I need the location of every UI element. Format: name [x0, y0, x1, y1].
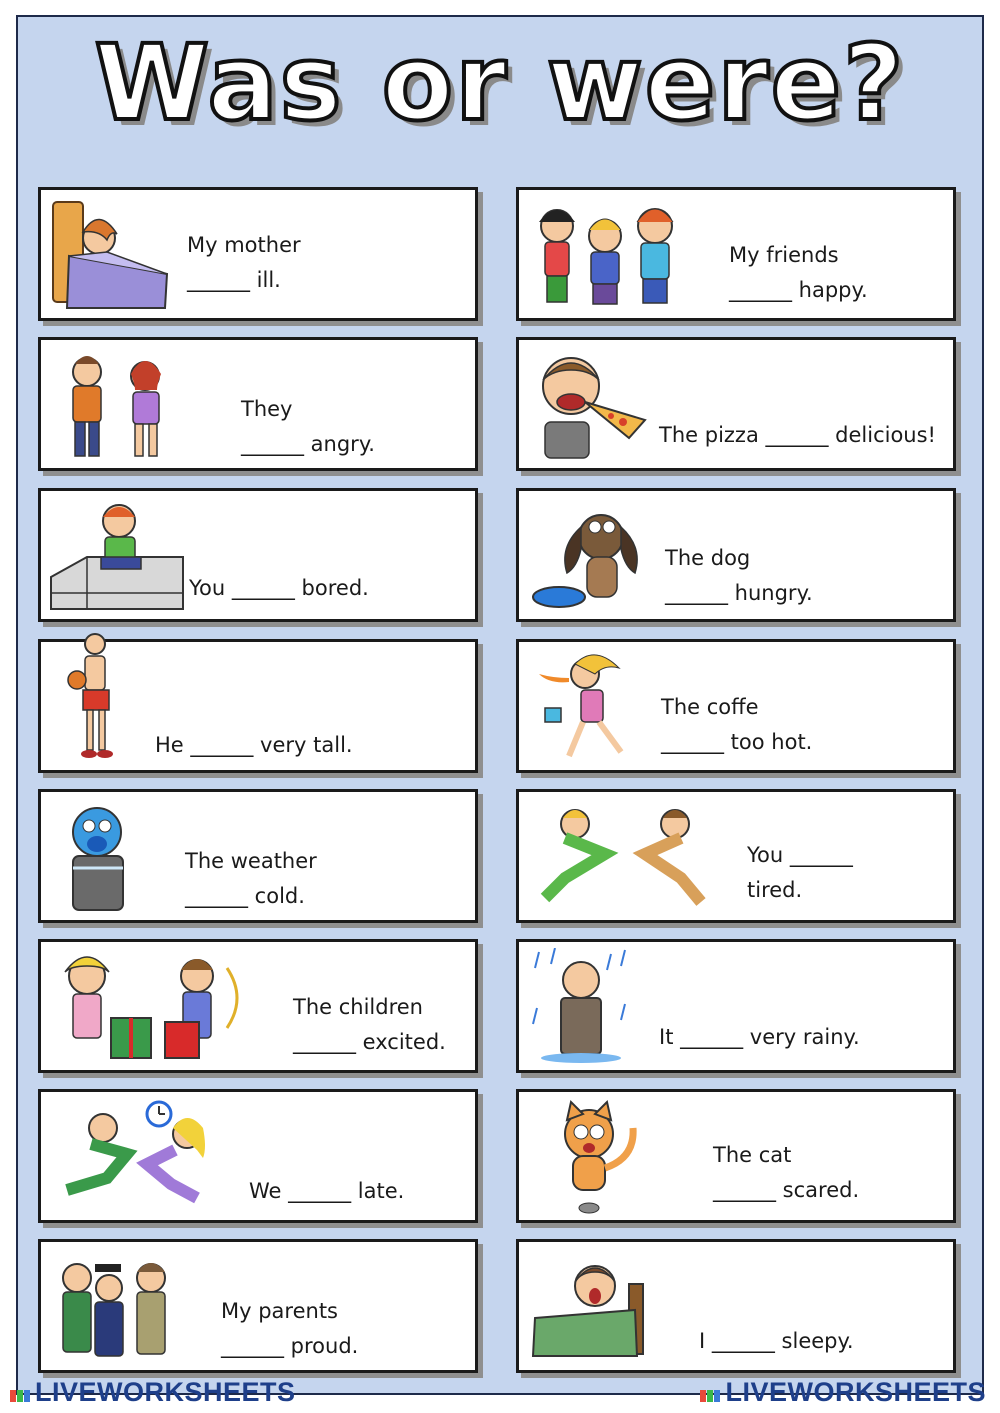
logo-blocks-icon: [10, 1378, 31, 1409]
sentence: [659, 1020, 860, 1055]
sentence-line-2: ______ too hot.: [661, 730, 813, 754]
sentence-line-2: ______ excited.: [293, 1030, 446, 1054]
sentence-line-2: ______ ill.: [187, 268, 281, 292]
tired-men-illustration: [525, 798, 735, 914]
sentence: [699, 1324, 854, 1359]
exercise-card-9: [38, 789, 478, 923]
excited-children-illustration: [47, 948, 277, 1064]
exercise-card-11: [38, 939, 478, 1073]
sentence-line-2: ______ hungry.: [665, 581, 813, 605]
exercise-card-8: [516, 639, 956, 773]
boy-eating-pizza-illustration: [525, 346, 653, 462]
sleepy-boy-illustration: [525, 1248, 665, 1364]
exercise-card-7: [38, 639, 478, 773]
sentence: [155, 728, 353, 763]
sentence-line-1: You ______: [747, 843, 853, 867]
exercise-card-5: [38, 488, 478, 622]
liveworksheets-logo-left: [10, 1377, 296, 1409]
proud-parents-illustration: [47, 1248, 187, 1364]
sentence-line-1: My friends: [729, 243, 839, 267]
sick-mother-illustration: [47, 196, 175, 312]
exercise-card-2: [516, 187, 956, 321]
exercise-card-12: [516, 939, 956, 1073]
sentence-line-1: The coffe: [661, 695, 759, 719]
sentence: [747, 838, 853, 908]
sentence-line-2: tired.: [747, 878, 803, 902]
logo-text: LIVEWORKSHEETS: [725, 1376, 986, 1407]
tall-boy-illustration: [47, 632, 147, 762]
sentence: [665, 541, 813, 611]
three-friends-illustration: [525, 196, 695, 312]
exercise-card-4: [516, 337, 956, 471]
sentence: [293, 990, 446, 1060]
scared-cat-illustration: [525, 1098, 653, 1214]
sentence-line-1: He ______ very tall.: [155, 733, 353, 757]
man-in-rain-illustration: [525, 948, 653, 1064]
sentence: [661, 690, 812, 760]
sentence: [221, 1294, 358, 1364]
logo-text: LIVEWORKSHEETS: [35, 1376, 296, 1407]
sentence: [189, 571, 369, 606]
worksheet-title: Was or were?: [94, 22, 906, 144]
sentence: [187, 228, 301, 298]
sentence-line-1: The weather: [185, 849, 317, 873]
sentence-line-1: You ______ bored.: [189, 576, 369, 600]
sentence: [185, 844, 317, 914]
exercise-card-14: [516, 1089, 956, 1223]
sentence: [729, 238, 868, 308]
sentence-line-1: My parents: [221, 1299, 338, 1323]
sentence-line-1: It ______ very rainy.: [659, 1025, 860, 1049]
sentence-line-1: The dog: [665, 546, 751, 570]
liveworksheets-logo-right: [700, 1377, 986, 1409]
exercise-card-6: [516, 488, 956, 622]
sentence: [659, 418, 936, 453]
sentence-line-1: They: [241, 397, 293, 421]
sentence-line-1: The cat: [713, 1143, 792, 1167]
sentence: [713, 1138, 859, 1208]
sentence: [249, 1174, 404, 1209]
sentence-line-1: The pizza ______ delicious!: [659, 423, 936, 447]
sentence-line-2: ______ angry.: [241, 432, 375, 456]
running-late-illustration: [47, 1098, 227, 1214]
sentence-line-1: My mother: [187, 233, 301, 257]
sentence-line-2: ______ cold.: [185, 884, 305, 908]
exercise-card-15: [38, 1239, 478, 1373]
exercise-card-16: [516, 1239, 956, 1373]
exercise-card-1: [38, 187, 478, 321]
hungry-dog-illustration: [525, 497, 653, 613]
sentence-line-2: ______ proud.: [221, 1334, 359, 1358]
exercise-card-10: [516, 789, 956, 923]
sentence-line-1: I ______ sleepy.: [699, 1329, 854, 1353]
sentence-line-1: The children: [293, 995, 423, 1019]
sentence-line-1: We ______ late.: [249, 1179, 405, 1203]
sentence-line-2: ______ scared.: [713, 1178, 860, 1202]
sentence-line-2: ______ happy.: [729, 278, 868, 302]
arguing-couple-illustration: [47, 346, 187, 462]
sentence: [241, 392, 375, 462]
frozen-man-illustration: [47, 798, 175, 914]
bored-boy-illustration: [47, 497, 187, 613]
hot-coffee-illustration: [525, 648, 653, 764]
exercise-card-3: [38, 337, 478, 471]
logo-blocks-icon: [700, 1378, 721, 1409]
exercise-card-13: [38, 1089, 478, 1223]
